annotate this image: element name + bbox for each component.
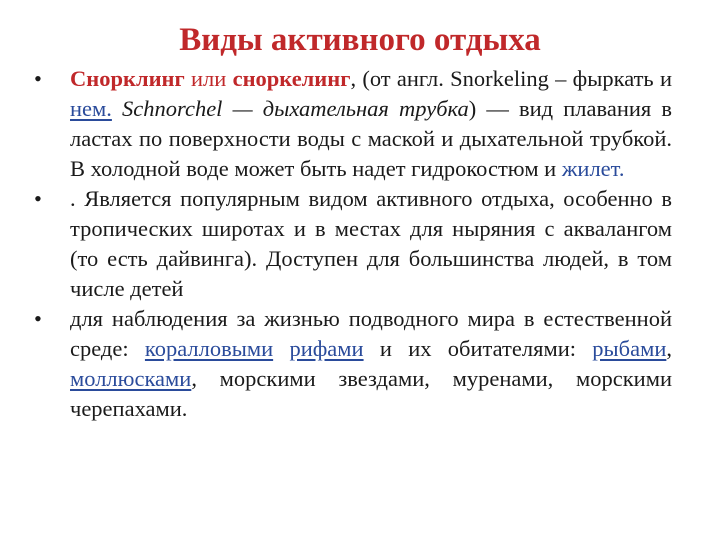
observation-text-2: и их обитателями: bbox=[363, 336, 593, 361]
link-mollyuskami[interactable]: моллюсками bbox=[70, 366, 192, 391]
bullet-item-observation bbox=[28, 304, 672, 424]
definition-text: , (от англ. Snorkeling – фыркать и bbox=[350, 66, 673, 91]
bullet-icon: • bbox=[34, 66, 42, 91]
term-snorkling: Снорклинг bbox=[70, 66, 185, 91]
bullet-item-snorkeling bbox=[28, 64, 672, 184]
text-or: или bbox=[184, 66, 233, 91]
popular-text: . Является популярным видом активного отдыха, особенно в тропических широтах и в местах для ныряния с аквалангом (то есть дайвинга). Доступен для большинства людей, в том числе детей bbox=[70, 186, 672, 301]
definition-text-2: ) — вид плавания в ластах по поверхности воды с маской и дыхательной трубкой. В холодной воде может быть надет гидрокостюм и bbox=[70, 96, 673, 181]
link-zhilet[interactable]: жилет bbox=[561, 156, 619, 181]
period: . bbox=[618, 156, 625, 181]
space bbox=[112, 96, 122, 121]
bullet-list bbox=[28, 64, 672, 424]
slide-title: Виды активного отдыха bbox=[179, 22, 541, 58]
link-korallovymi[interactable]: коралловыми bbox=[144, 336, 274, 361]
comma: , bbox=[666, 336, 673, 361]
term-snorkeling: сноркелинг bbox=[232, 66, 351, 91]
observation-text: для наблюдения за жизнью подводного мира в естественной среде: bbox=[70, 306, 672, 361]
link-nem[interactable]: нем. bbox=[70, 96, 112, 121]
link-rybami[interactable]: рыбами bbox=[592, 336, 667, 361]
bullet-item-popular bbox=[28, 184, 672, 304]
bullet-icon: • bbox=[34, 186, 42, 211]
observation-text-3: , морскими звездами, муренами, морскими черепахами. bbox=[70, 366, 672, 421]
bullet-icon: • bbox=[34, 306, 42, 331]
space bbox=[273, 336, 289, 361]
link-rifami[interactable]: рифами bbox=[289, 336, 364, 361]
schnorchel-text: Schnorchel — дыхательная трубка bbox=[122, 96, 469, 121]
